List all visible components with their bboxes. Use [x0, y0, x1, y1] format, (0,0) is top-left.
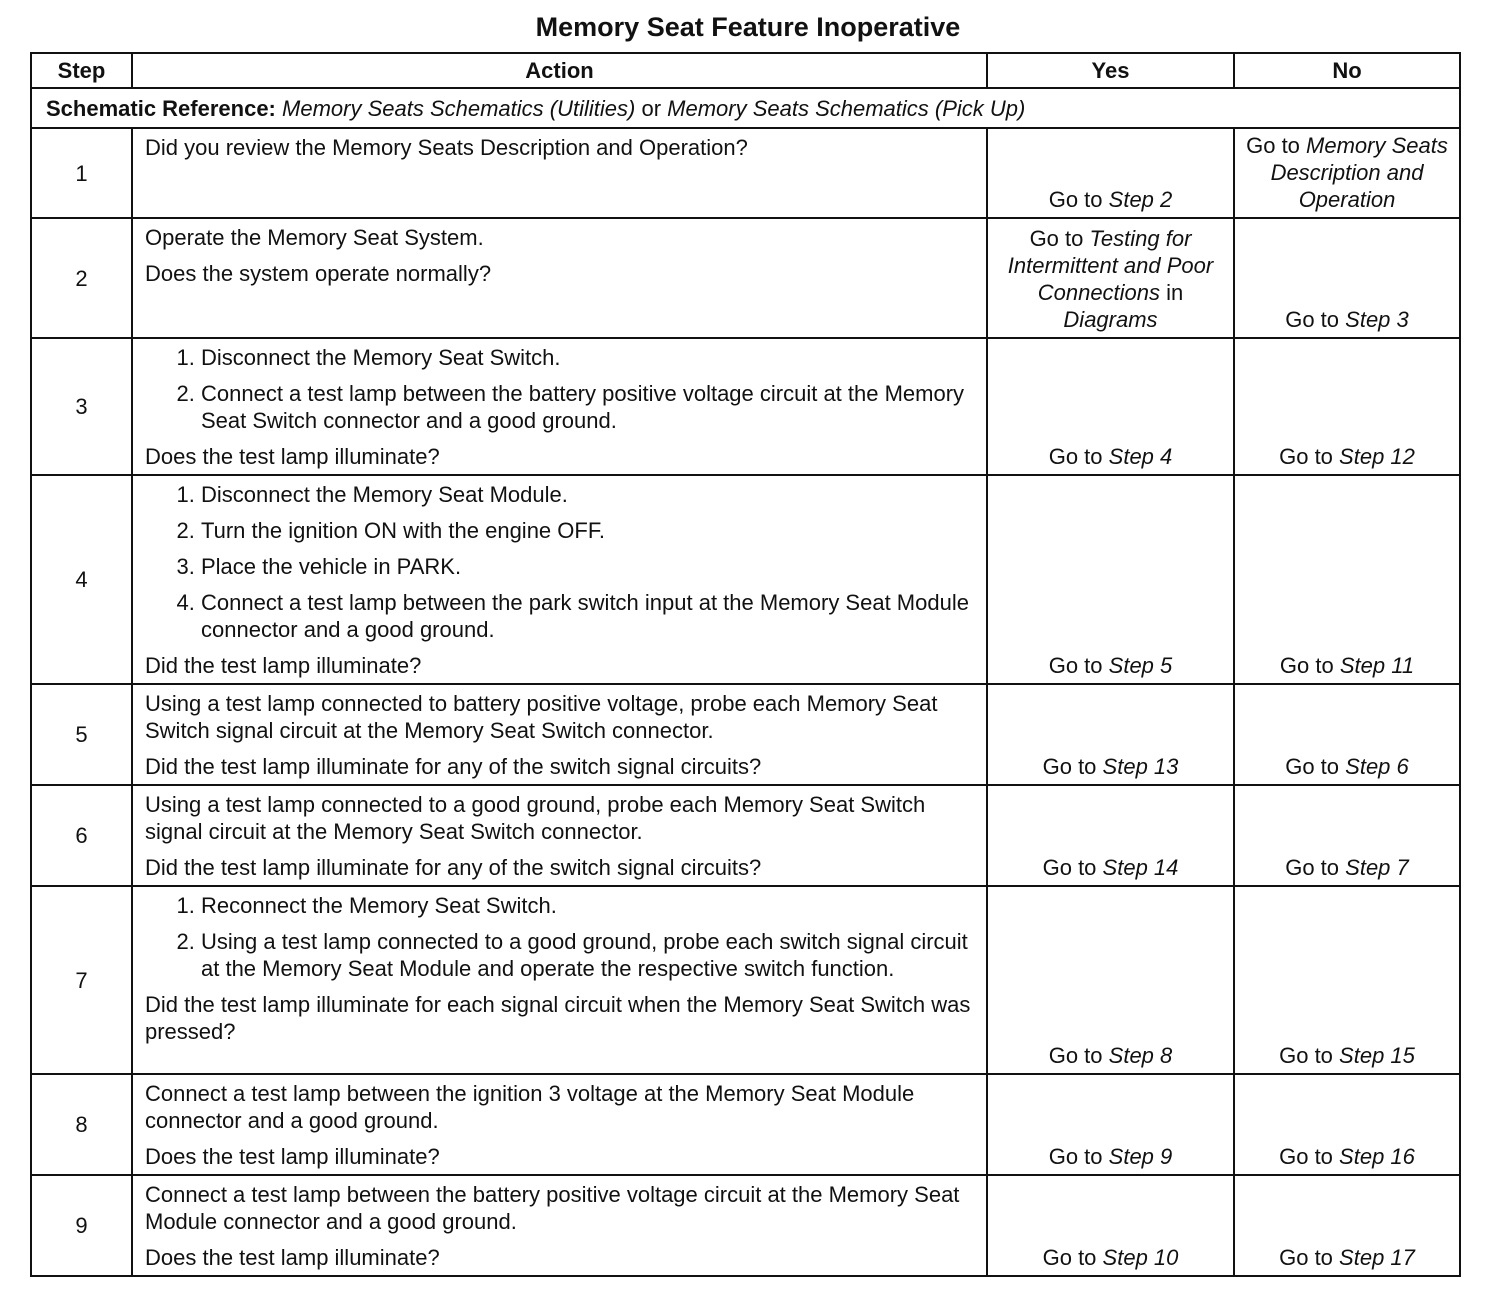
no-result-cell	[1234, 1074, 1460, 1175]
yes-goto-link[interactable]: Step 2	[1108, 187, 1173, 212]
no-goto-prefix: Go to	[1246, 133, 1300, 158]
yes-goto-link[interactable]: Step 14	[1102, 855, 1179, 880]
header-action: Action	[132, 53, 987, 88]
step-number: 2	[31, 218, 132, 338]
schematic-reference-label: Schematic Reference:	[46, 95, 276, 121]
no-goto-prefix: Go to	[1279, 1245, 1333, 1270]
table-row	[31, 886, 1460, 1074]
yes-goto-link[interactable]: Step 13	[1102, 754, 1179, 779]
yes-goto-link[interactable]: Step 4	[1108, 444, 1173, 469]
diagnostic-table	[30, 52, 1461, 1277]
step-number: 8	[31, 1074, 132, 1175]
header-yes: Yes	[987, 53, 1234, 88]
action-text: Does the test lamp illuminate?	[145, 1144, 440, 1169]
no-goto-prefix: Go to	[1285, 307, 1340, 332]
yes-result-cell	[987, 1074, 1234, 1175]
yes-goto-link[interactable]: Step 5	[1108, 653, 1173, 678]
table-row	[31, 338, 1460, 475]
action-question: Did the test lamp illuminate for each signal circuit when the Memory Seat Switch was pressed?	[145, 992, 971, 1044]
action-text: Did the test lamp illuminate for any of the switch signal circuits?	[145, 855, 762, 880]
action-step-item: 2. Turn the ignition ON with the engine OFF.	[201, 517, 976, 544]
table-row	[31, 785, 1460, 886]
yes-goto-link[interactable]: Step 8	[1108, 1043, 1173, 1068]
no-goto-link[interactable]: Step 6	[1345, 754, 1409, 779]
table-row	[31, 1175, 1460, 1276]
no-result-cell	[1234, 128, 1460, 218]
step-number: 9	[31, 1175, 132, 1276]
no-goto-prefix: Go to	[1285, 855, 1340, 880]
action-text: Operate the Memory Seat System.	[145, 225, 484, 250]
action-cell	[132, 128, 987, 218]
table-row	[31, 684, 1460, 785]
no-goto-prefix: Go to	[1279, 653, 1334, 678]
yes-goto-mid: in	[1166, 280, 1184, 305]
action-text: Does the test lamp illuminate?	[145, 1245, 440, 1270]
action-cell	[132, 218, 987, 338]
yes-goto-prefix: Go to	[1048, 1144, 1103, 1169]
no-goto-link[interactable]: Step 11	[1339, 653, 1415, 678]
header-step: Step	[31, 53, 132, 88]
step-number: 6	[31, 785, 132, 886]
yes-result-cell	[987, 1175, 1234, 1276]
step-number: 7	[31, 886, 132, 1074]
yes-result-cell	[987, 886, 1234, 1074]
yes-result-cell	[987, 785, 1234, 886]
action-cell	[132, 684, 987, 785]
no-goto-prefix: Go to	[1279, 444, 1333, 469]
no-result-cell	[1234, 684, 1460, 785]
no-goto-link[interactable]: Step 7	[1345, 855, 1409, 880]
action-cell	[132, 338, 987, 475]
yes-goto-link[interactable]: Step 10	[1102, 1245, 1179, 1270]
action-cell	[132, 1175, 987, 1276]
yes-goto-link[interactable]: Step 9	[1108, 1144, 1173, 1169]
action-text: Does the system operate normally?	[145, 261, 492, 286]
table-row	[31, 475, 1460, 684]
no-result-cell	[1234, 886, 1460, 1074]
no-result-cell	[1234, 338, 1460, 475]
no-goto-link[interactable]: Memory Seats Description and Operation	[1270, 133, 1448, 212]
action-question: Did the test lamp illuminate?	[145, 653, 422, 678]
page-title: Memory Seat Feature Inoperative	[535, 12, 961, 42]
header-row	[31, 53, 1460, 88]
action-cell	[132, 886, 987, 1074]
action-cell	[132, 475, 987, 684]
yes-goto-prefix: Go to	[1029, 226, 1084, 251]
no-goto-link[interactable]: Step 15	[1339, 1043, 1415, 1068]
step-number: 5	[31, 684, 132, 785]
yes-result-cell	[987, 338, 1234, 475]
no-goto-link[interactable]: Step 16	[1339, 1144, 1415, 1169]
action-steps-list	[145, 344, 976, 434]
action-question: Does the test lamp illuminate?	[145, 444, 440, 469]
no-result-cell	[1234, 475, 1460, 684]
schematic-link-utilities[interactable]: Memory Seats Schematics (Utilities)	[282, 95, 636, 121]
action-step-item: 1. Disconnect the Memory Seat Switch.	[201, 344, 976, 371]
no-result-cell	[1234, 1175, 1460, 1276]
no-goto-prefix: Go to	[1285, 754, 1340, 779]
step-number: 3	[31, 338, 132, 475]
schematic-reference-row	[31, 88, 1460, 128]
action-step-item: 2. Using a test lamp connected to a good ground, probe each switch signal circuit at the Memory Seat Module and operate the respective switch function.	[201, 928, 976, 982]
yes-result-cell	[987, 684, 1234, 785]
no-result-cell	[1234, 785, 1460, 886]
table-row	[31, 128, 1460, 218]
action-steps-list	[145, 892, 976, 982]
step-number: 4	[31, 475, 132, 684]
action-cell	[132, 1074, 987, 1175]
action-cell	[132, 785, 987, 886]
yes-goto-link[interactable]: Testing for Intermittent and Poor Connections	[1007, 226, 1214, 305]
no-goto-link[interactable]: Step 17	[1339, 1245, 1415, 1270]
schematic-reference	[31, 88, 1460, 128]
yes-result-cell	[987, 475, 1234, 684]
action-text: Using a test lamp connected to battery positive voltage, probe each Memory Seat Switch signal circuit at the Memory Seat Switch connector.	[145, 691, 938, 743]
no-goto-link[interactable]: Step 3	[1345, 307, 1409, 332]
table-row	[31, 218, 1460, 338]
yes-goto-prefix: Go to	[1042, 1245, 1097, 1270]
yes-goto-prefix: Go to	[1048, 1043, 1103, 1068]
action-step-item: 1. Disconnect the Memory Seat Module.	[201, 481, 976, 508]
action-text: Connect a test lamp between the ignition 3 voltage at the Memory Seat Module connector and a good ground.	[145, 1081, 915, 1133]
yes-goto-link-secondary[interactable]: Diagrams	[1063, 307, 1158, 332]
yes-goto-prefix: Go to	[1048, 444, 1103, 469]
no-result-cell	[1234, 218, 1460, 338]
table-row	[31, 1074, 1460, 1175]
yes-goto-prefix: Go to	[1042, 754, 1097, 779]
yes-goto-prefix: Go to	[1048, 653, 1103, 678]
no-goto-prefix: Go to	[1279, 1144, 1333, 1169]
action-step-item: 1. Reconnect the Memory Seat Switch.	[201, 892, 976, 919]
step-number: 1	[31, 128, 132, 218]
schematic-joiner: or	[641, 95, 662, 121]
action-step-item: 2. Connect a test lamp between the battery positive voltage circuit at the Memory Seat Switch connector and a good ground.	[201, 380, 976, 434]
no-goto-prefix: Go to	[1279, 1043, 1333, 1068]
yes-goto-prefix: Go to	[1048, 187, 1103, 212]
action-text: Did the test lamp illuminate for any of the switch signal circuits?	[145, 754, 762, 779]
no-goto-link[interactable]: Step 12	[1339, 444, 1415, 469]
action-text: Did you review the Memory Seats Description and Operation?	[145, 135, 748, 160]
schematic-link-pickup[interactable]: Memory Seats Schematics (Pick Up)	[667, 95, 1026, 121]
yes-goto-prefix: Go to	[1042, 855, 1097, 880]
action-steps-list	[145, 481, 976, 643]
yes-result-cell	[987, 128, 1234, 218]
action-text: Connect a test lamp between the battery positive voltage circuit at the Memory Seat Module connector and a good ground.	[145, 1182, 960, 1234]
action-step-item: 4. Connect a test lamp between the park switch input at the Memory Seat Module connector and a good ground.	[201, 589, 976, 643]
header-no: No	[1234, 53, 1460, 88]
yes-result-cell	[987, 218, 1234, 338]
action-text: Using a test lamp connected to a good ground, probe each Memory Seat Switch signal circuit at the Memory Seat Switch connector.	[145, 792, 926, 844]
action-step-item: 3. Place the vehicle in PARK.	[201, 553, 976, 580]
